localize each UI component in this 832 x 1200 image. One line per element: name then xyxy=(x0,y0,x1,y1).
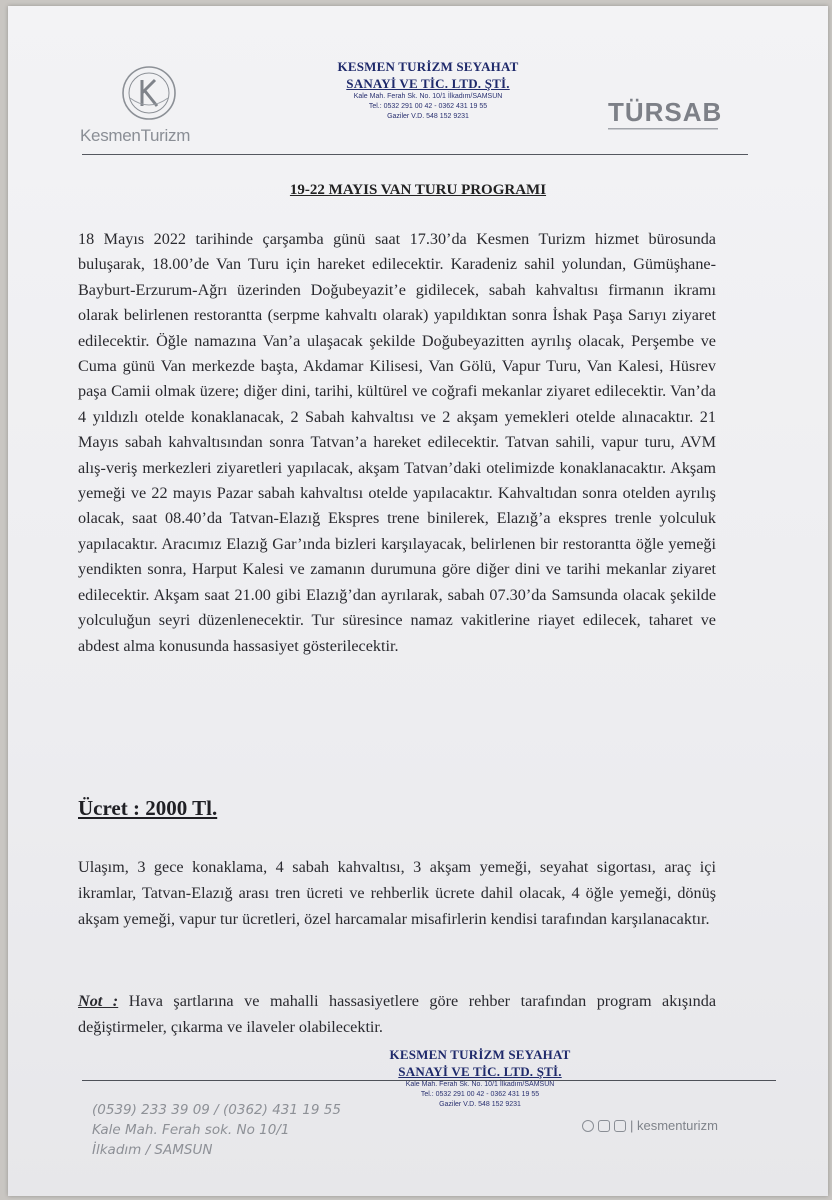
document-page xyxy=(8,6,828,1196)
tursab-logo xyxy=(608,98,728,134)
company-header xyxy=(308,58,548,122)
program-body: 18 Mayıs 2022 tarihinde çarşamba günü saat 17.30’da Kesmen Turizm hizmet bürosunda buluşarak, 18.00’de Van Turu için hareket edilecektir. Karadeniz sahil yolundan, Gümüşhane-Bayburt-Erzurum-Ağrı üzerinden Doğubeyazit’e gidilecek, sabah kahvaltısı firmanın ikramı olarak belirlenen restorantta (serpme kahvaltı olarak) yapıldıktan sonra İshak Paşa Sarıyı ziyaret edilecektir. Öğle namazına Van’a ulaşacak şekilde Doğubeyazitten ayrılış olacak, Perşembe ve Cuma günü Van merkezde başta, Akdamar Kilisesi, Van Gölü, Vapur Turu, Van Kalesi, Hüsrev paşa Camii olmak üzere; diğer dini, tarihi, kültürel ve coğrafi mekanlar ziyaret edilecektir. Van’da 4 yıldızlı otelde konaklanacak, 2 Sabah kahvaltısı ve 2 akşam yemekleri otelde alınacaktır. 21 Mayıs sabah kahvaltısından sonra Tatvan’a hareket edilecektir. Tatvan sahili, vapur turu, AVM alış-veriş merkezleri ziyaretleri yapılacak, akşam Tatvan’daki otelimizde konaklanacaktır. Akşam yemeği ve 22 mayıs Pazar sabah kahvaltısı otelde yapılacaktır. Kahvaltıdan sonra otelden ayrılış olacak, saat 08.40’da Tatvan-Elazığ Ekspres trene binilerek, Elazığ’a ekspres trenle yolculuk yapılacaktır. Aracımız Elazığ Gar’ında bizleri karşılayacak, belirlenen bir restorantta öğle yemeği yendikten sonra, Harput Kalesi ve zamanın durumuna göre diğer dini ve tarihi mekanlar ziyaret edilecektir. Akşam saat 21.00 gibi Elazığ’dan ayrılarak, sabah 07.30’da Samsunda olacak şekilde yolculuğun seyri düzenlenecektir. Tur süresince namaz vakitlerine riayet edilecek, taharet ve abdest alma konusunda hassasiyet gösterilecektir. xyxy=(78,230,716,655)
logo-wordmark: KesmenTurizm xyxy=(80,126,191,145)
note-label: Not : xyxy=(78,992,119,1010)
includes-paragraph: Ulaşım, 3 gece konaklama, 4 sabah kahvaltısı, 3 akşam yemeği, seyahat sigortası, araç içi ikramlar, Tatvan-Elazığ arası tren ücreti ve rehberlik ücrete dahil olacak, 4 öğle yemeği, dönüş akşam yemeği, vapur tur ücretleri, özel harcamalar misafirlerin kendisi tarafından karşılanacaktır. xyxy=(78,858,716,928)
footer-company-stamp xyxy=(360,1046,600,1110)
note-paragraph xyxy=(78,988,716,1040)
kesmen-emblem-icon xyxy=(120,62,178,124)
footer-company-line1: KESMEN TURİZM SEYAHAT xyxy=(389,1047,571,1062)
footer-company-line2: SANAYİ VE TİC. LTD. ŞTİ. xyxy=(398,1064,562,1079)
company-logo xyxy=(80,62,230,152)
price-heading: Ücret : 2000 Tl. xyxy=(78,796,218,820)
document-title: 19-22 MAYIS VAN TURU PROGRAMI xyxy=(289,182,547,198)
header-divider xyxy=(82,154,748,155)
company-address: Kale Mah. Ferah Sk. No. 10/1 İlkadım/SAMSUN xyxy=(353,93,503,100)
whatsapp-icon xyxy=(582,1120,594,1132)
footer-social-handle: | kesmenturizm xyxy=(630,1118,718,1133)
footer-phones: (0539) 233 39 09 / (0362) 431 19 55 xyxy=(92,1102,341,1118)
footer-social xyxy=(582,1118,718,1133)
company-name-line1: KESMEN TURİZM SEYAHAT xyxy=(337,59,519,74)
footer-address-line1: Kale Mah. Ferah sok. No 10/1 xyxy=(92,1122,290,1138)
tursab-subline xyxy=(608,126,728,134)
instagram-icon xyxy=(614,1120,626,1132)
footer-contact xyxy=(92,1100,392,1160)
tursab-wordmark: TÜRSAB xyxy=(608,97,723,127)
company-tax: Gaziler V.D. 548 152 9231 xyxy=(387,113,469,120)
company-phone: Tel.: 0532 291 00 42 - 0362 431 19 55 xyxy=(368,103,488,110)
footer-address-line2: İlkadım / SAMSUN xyxy=(92,1142,213,1158)
footer-divider xyxy=(82,1080,776,1081)
footer-company-phone: Tel.: 0532 291 00 42 - 0362 431 19 55 xyxy=(420,1091,540,1098)
company-name-line2: SANAYİ VE TİC. LTD. ŞTİ. xyxy=(346,76,510,91)
footer-company-tax: Gaziler V.D. 548 152 9231 xyxy=(439,1101,521,1108)
note-text: Hava şartlarına ve mahalli hassasiyetlere göre rehber tarafından program akışında değiştirmeler, çıkarma ve ilaveler olabilecektir. xyxy=(78,992,717,1036)
facebook-icon xyxy=(598,1120,610,1132)
footer-company-address: Kale Mah. Ferah Sk. No. 10/1 İlkadım/SAMSUN xyxy=(405,1081,555,1088)
tursab-subline-icon xyxy=(608,126,718,132)
